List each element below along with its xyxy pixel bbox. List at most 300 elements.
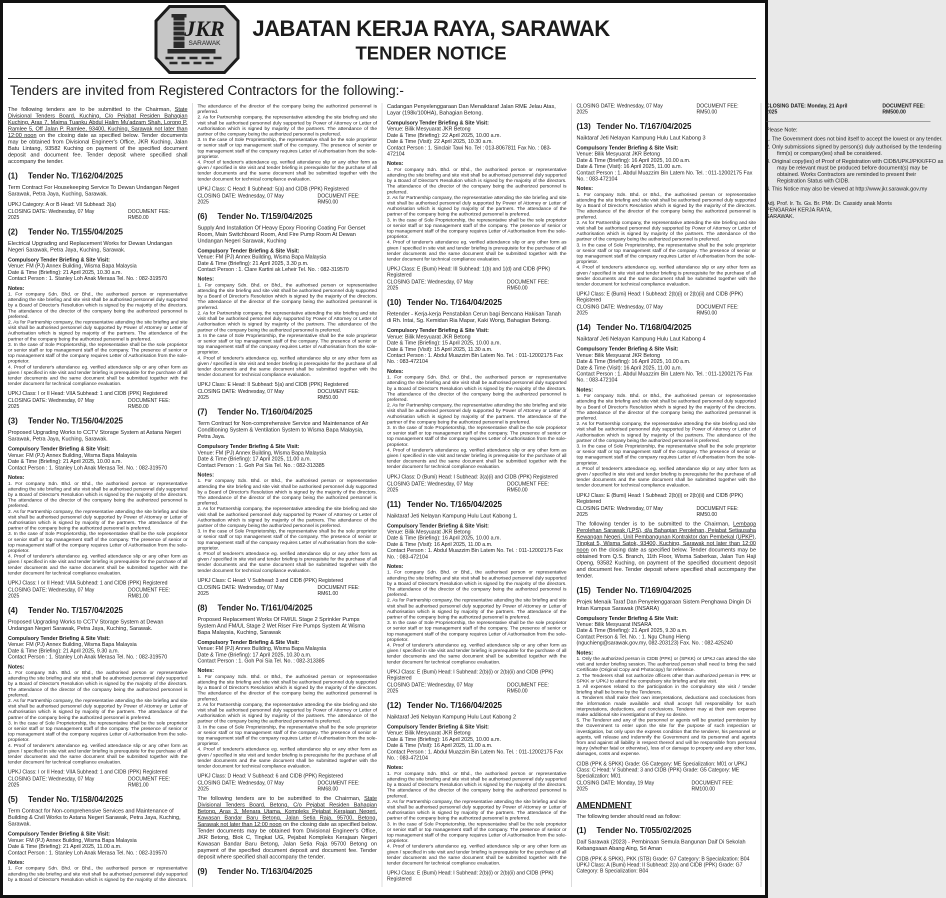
qualification-line: UPKJ Class: I or II Head: VIIA Subhead: 1 and CIDB (PPK) Registered	[8, 580, 168, 586]
document-fee: DOCUMENT FEE: RM68.00	[317, 780, 360, 793]
qualification-line: UPKJ Class: D (Bumi) Head: I Subhead: 3(a)(i) and CIDB (PPK) Registered	[387, 474, 558, 480]
note-line: 3. In the case of Sole Proprietorship, the representative shall be the sole proprietor or senior staff or top management staff of the company. The presence of senior or top management staff of the company requires Letter of Authorisation from the sole-proprietor.	[576, 242, 756, 265]
tender-item	[8, 228, 188, 410]
note-line: 2. As for Partnership company, the representative attending the site briefing and site visit shall be authorised personnel duly supported by Power of Attorney or Letter of Authorisation which is signed by majority of the partners. The attendance of the partner of the company being the authorized personnel is preferred.	[197, 310, 377, 333]
tender-item	[387, 299, 567, 494]
note-line: 1. For company Sdn. Bhd. or Bhd., the authorised person or representative attending the site briefing and site visit shall be authorised personnel duly supported by a Board of Director's Resolution which is signed by the majority of the directors. The attendance of the director of the company being the authorized personnel is preferred.	[387, 166, 567, 195]
briefing-line: Contact Person : 1. Stanley Loh Anak Merasa Tel. No. : 082-319570	[8, 654, 168, 661]
closing-date: CLOSING DATE: Wednesday, 07 May 2025	[576, 505, 663, 518]
closing-date: CLOSING DATE: Monday, 19 May 2025	[576, 780, 655, 792]
divider-line	[766, 122, 931, 123]
intro-text-rest: on the closing date as specified below. Tender documents may be obtained from Divisional Engineer's Office, JKR Betong, Blok C, Tingkat UG, Pejabat Kompleks Kerajaan Negeri Kawasan Bandar Baru Betong, Jalan Setia Raja 95700 Betong on payment of the specified document deposit and document fee. Tender deposit where specified shall accompany the tender.	[197, 821, 377, 861]
note-line: 1. For company Sdn. Bhd. or Bhd., the authorised person or representative attending the site briefing and site visit shall be authorised personnel duly supported by a Board of Director's Resolution which is signed by the majority of the directors. The attendance of the director of the company being the authorized personnel is preferred.	[387, 374, 567, 403]
briefing-heading: Compulsory Tender Briefing & Site Visit:	[197, 247, 300, 254]
intro-text: The following tenders are to be submitted to the Chairman,	[8, 106, 175, 113]
closing-date: CLOSING DATE: Wednesday, 07 May 2025	[387, 279, 474, 292]
qualification-line: UPKJ Class: C Head: II Subhead: 5(a) and CIDB (PPK) Registered	[197, 186, 349, 192]
briefing-heading: Compulsory Tender Briefing & Site Visit:	[197, 639, 300, 646]
briefing-line: Contact Person : 1. Goh Poi Sia Tel. No. : 082-313385	[197, 462, 325, 469]
tender-number: Tender No. T/166/04/2025	[407, 701, 503, 710]
note-line: 3. In the case of Sole Proprietorship, the representative shall be the sole proprietor or senior staff or top management staff of the company. The presence of senior or top management staff of the company requires Letter of Authorisation from the sole-proprietor.	[387, 620, 567, 643]
document-fee: DOCUMENT FEE: RM50.00	[696, 304, 739, 317]
closing-line	[766, 104, 946, 116]
logo-jkr-text: JKR	[184, 15, 225, 41]
notes-heading: Notes:	[197, 667, 214, 674]
tender-index: (9)	[197, 867, 208, 877]
note-line: 1. For company Sdn. Bhd. or Bhd., the authorised person or representative attending the site briefing and site visit shall be authorised personnel duly supported by a Board of Director's Resolution which is signed by the majority of the directors. The attendance of the director of the company being the authorized personnel is preferred.	[387, 569, 567, 598]
tender-columns	[8, 102, 944, 887]
briefing-line: Contact Person : 1. Abdul Muazzim Bin Latem No. Tel. : 011-12002175 Fax No. : 083-472104	[576, 370, 753, 384]
document-fee: DOCUMENT FEE: RM50.00	[506, 481, 550, 493]
qualification-line: UPKJ Class: E Head: II Subhead: 5(a) and CIDB (PPK) Registered	[197, 382, 349, 388]
briefing-line: Date & Time (Briefing): 22 April 2025, 10.00 a.m.	[387, 132, 501, 139]
tender-heading	[8, 606, 188, 615]
tender-description: Electrical Upgrading and Replacement Works for Dewan Undangan Negeri Sarawak, Petra Jaya, Kuching, Sarawak.	[8, 240, 173, 253]
closing-date: CLOSING DATE: Wednesday, 07 May 2025	[197, 193, 284, 205]
tender-heading	[198, 408, 378, 417]
briefing-heading: Compulsory Tender Briefing & Site Visit:	[387, 327, 489, 334]
qualification-line: UPKJ Category: A or B Head: VII Subhead: 3(a)	[8, 202, 116, 208]
note-line: 4. Proof of tenderer's attendance eg. verified attendance slip or any other form as given / specified in site visit and tender briefing is prerequisite for the purchase of all tender documents and the same document shall be submitted together with the tender document for technical compliance evaluation.	[387, 239, 567, 263]
closing-date: CLOSING DATE: Wednesday, 07 May 2025	[576, 103, 663, 115]
closing-line	[387, 280, 567, 292]
notes-heading: Notes:	[387, 764, 404, 771]
note-line: 3. In the case of Sole Proprietorship, the representative shall be the sole proprietor or senior staff or top management staff of the company. The presence of senior or top management staff of the company requires Letter of Authorisation from the sole-proprietor.	[576, 443, 756, 466]
briefing-line: Venue: FM (PJ) Annex Building, Wisma Bapa Malaysia	[8, 641, 137, 648]
note-line: 3. In the case of Sole Proprietorship, the representative shall be the sole proprietor or senior staff or top management staff of the company. The presence of senior or top management staff of the company requires Letter of Authorisation from the sole-proprietor.	[197, 332, 377, 356]
tender-item	[8, 417, 188, 599]
briefing-line: Venue: FM (PJ) Annex Building, Wisma Bapa Malaysia	[197, 645, 327, 652]
note-line: 1. For company Sdn. Bhd. or Bhd., the authorised person or representative attending the site briefing and site visit shall be authorised personnel duly supported by a Board of Director's Resolution which is signed by the majority of the directors. The attendance of the director of the company being the authorized personnel is preferred.	[197, 673, 377, 702]
briefing-line: Date & Time (Briefing): 16 April 2025, 10.00 a.m.	[387, 535, 501, 542]
tender-heading	[198, 604, 378, 613]
briefing-line: Contact Person & Tel. No. : 1. Ngu Chung Hieng (nguchieng@sarawak.gov.my, 082-203123) Fax. No. : 082-425240	[576, 633, 733, 647]
note-line: 3. In the case of Sole Proprietorship, the representative shall be the sole proprietor or senior staff or top management staff of the company. The presence of senior or top management staff of the company requires Letter of Authorisation from the sole-proprietor.	[8, 341, 188, 365]
note-line: 2. As for Partnership company, the representative attending the site briefing and site visit shall be authorised personnel duly supported by Power of Attorney or Letter of Authorisation which is signed by majority of the partners. The attendance of the partner of the company being the authorized personnel is preferred.	[576, 219, 756, 243]
header-titles	[252, 17, 609, 64]
note-line: 4. Proof of tenderer's attendance eg. verified attendance slip or any other form as given / specified in site visit and tender briefing is prerequisite for the purchase of all tender documents and the same document shall be submitted together with the tender document for technical compliance evaluation.	[387, 843, 567, 866]
tender-index: (3)	[8, 417, 18, 426]
briefing-line: Venue: Bilik Mesyuarat INSARA	[576, 621, 652, 628]
document-fee: DOCUMENT FEE: RM50.00	[317, 193, 360, 205]
briefing-line: Contact Person : 1. Abdul Muazzim Bin Latem No. Tel. : 011-12002175 Fax No. : 083-472104	[387, 547, 563, 560]
briefing-line: Venue: FM (PJ) Annex Building, Wisma Bapa Malaysia	[8, 837, 137, 844]
tender-heading	[198, 212, 378, 221]
briefing-line: Date & Time (Briefing): 16 April 2025, 10.00 a.m.	[576, 157, 691, 164]
closing-date: CLOSING DATE: Wednesday, 07 May 2025	[387, 682, 474, 694]
briefing-line: Date & Time (Visit): 22 April 2025, 10.30 a.m.	[387, 138, 493, 145]
briefing-heading: Compulsory Tender Briefing & Site Visit:	[387, 522, 489, 529]
intro-address: State Divisional Tenders Board, Kuching, C/o Pejabat Residen Bahagian Kuching, Aras 7, Majma Tuanku Abdul Halim Mu'adzam Shah, Lorong P. Ramlee 5, Off Jalan P. Ramlee, 93400, Kuching, Sarawak not later than 12:00 noon	[8, 106, 188, 139]
document-fee: DOCUMENT FEE: RM500.00	[882, 103, 925, 115]
tender-number: Tender No. T/055/02/2025	[596, 826, 692, 835]
tender-number: Tender No. T/165/04/2025	[407, 500, 503, 509]
note-line: 1. For company Sdn. Bhd. or Bhd., the authorised person or representative attending the site briefing and site visit shall be authorised personnel duly supported by a Board of Director's Resolution which is signed by the majority of the directors. The attendance of the director of the company being the authorized personnel is preferred.	[197, 282, 377, 311]
tender-index: (15)	[576, 586, 591, 595]
jkr-logo-badge-icon	[154, 5, 239, 74]
note-line: 1. For company Sdn. Bhd. or Bhd., the authorised person or representative attending the site briefing and site visit shall be authorised personnel duly supported by a Board of Director's Resolution which is signed by the majority of the directors. The attendance of the director of the company being the authorized personnel is preferred.	[387, 770, 567, 799]
tender-heading	[387, 299, 567, 308]
briefing-line: Contact Person : 1. Stanley Loh Anak Merasa Tel. No. : 082-319570	[8, 275, 168, 282]
note-line: 3. In the case of Sole Proprietorship, the representative shall be the sole proprietor or senior staff or top management staff of the company. The presence of senior or top management staff of the company requires Letter of Authorisation from the sole-proprietor.	[387, 821, 567, 844]
briefing-line: Venue: FM (PJ) Annex Building, Wisma Bapa Malaysia	[8, 263, 137, 270]
please-note-item: 4. This Notice may also be viewed at http://www.jkr.sarawak.gov.my	[766, 186, 928, 192]
note-line: 4. Proof of tenderer's attendance eg. verified attendance slip or any other form as given / specified in site visit and tender briefing is prerequisite for the purchase of all tender documents and the same document shall be submitted together with the tender document for technical compliance evaluation.	[197, 551, 377, 574]
jkr-logo	[154, 5, 239, 77]
intro-address: Lembaga Perolehan Sarawak (LPS), d/a Bahagian Perolehan, Pejabat Setiausaha Kewangan Negeri, Unit Pembangunan Kontraktor dan Pembekal (UPKP), Tingkat 5, Wisma Satok, 93400, Kuching, Sarawak not later than 12:00 noon	[576, 520, 756, 553]
tender-number: Tender No. T/168/04/2025	[596, 323, 692, 333]
tender-description: Proposed Replacement Works Of FM/UL Stage 2 Sprinkler Pumps System And FM/UL Stage 2 Wet Riser Fire Pumps System At Wisma Bapa Malaysia, Kuching, Sarawak	[197, 616, 365, 636]
tender-index: (6)	[197, 212, 208, 221]
qualification-line: UPKJ Class: I or II Head: VIIA Subhead: 1 and CIDB (PPK) Registered	[8, 769, 168, 776]
briefing-line: Venue: Bilik Mesyuarat JKR Betong	[387, 126, 471, 133]
tender-item	[198, 212, 378, 401]
invitation-line: Tenders are invited from Registered Contractors for the following:-	[10, 83, 404, 98]
closing-line	[577, 104, 757, 116]
note-line: 1. Only the authorized person in CIDB (PPK) or (SPKK) or UPKJ can attend the site visit and tender briefing session. The authorized person shall need to bring the said Certificate (Original Copy and Photocopy) for reference.	[576, 656, 756, 673]
tender-number: Tender No. T/159/04/2025	[217, 212, 313, 221]
qualification-line: UPKJ Class: I or II Head: VIIA Subhead: 1 and CIDB (PPK) Registered	[8, 391, 168, 397]
document-fee: DOCUMENT FEE: RM50.00	[696, 103, 739, 115]
briefing-heading: Compulsory Tender Briefing & Site Visit:	[8, 257, 110, 263]
tender-description: Term Contract for Non-comprehensive Services and Maintenance of Building & Civil Works to Astana Negeri Sarawak, Petra Jaya, Kuching, Sarawak.	[8, 808, 181, 828]
briefing-line: Date & Time (Briefing): 15 April 2025, 10.00 a.m.	[387, 340, 501, 347]
note-line: 4. Proof of tenderer's attendance eg. verified attendance slip or any other form as given / specified in site visit and tender briefing is prerequisite for the purchase of all tender documents and the same document shall be submitted together with the tender document for technical compliance evaluation.	[576, 264, 756, 288]
closing-line	[198, 585, 378, 597]
briefing-heading: Compulsory Tender Briefing & Site Visit:	[387, 120, 489, 126]
note-line: 2. As for Partnership company, the representative attending the site briefing and site visit shall be authorised personnel duly supported by Power of Attorney or Letter of Authorisation which is signed by majority of the partners. The attendance of the partner of the company being the authorized personnel is preferred.	[8, 508, 188, 532]
note-line: 2. The Tenderers shall not authorize officers other than authorized person in PPK or SPKK or UPKJ to attend the compulsory site briefing and site visit.	[576, 672, 756, 684]
note-line: 4. Proof of tenderer's attendance eg. verified attendance slip or any other form as given / specified in site visit and tender briefing is prerequisite for the purchase of all tender documents and the same document shall be submitted together with the tender document for technical compliance evaluation.	[8, 364, 188, 387]
closing-line	[198, 193, 378, 205]
closing-date: CLOSING DATE: Wednesday, 07 May 2025	[387, 481, 474, 493]
tender-description: Cadangan Penyelenggaraan Dan Menaiktaraf Jalan RME Jelau Atas, Layar (198k/100HA), Bahagian Betong.	[387, 103, 556, 116]
page-scaler	[3, 3, 944, 895]
briefing-line: Contact Person : 1. Abdul Muazzim Bin Latem No. Tel. : 011-12002175 Fax No. : 083-472104	[576, 169, 753, 183]
briefing-heading: Compulsory Tender Briefing & Site Visit:	[576, 145, 679, 151]
briefing-heading: Compulsory Tender Briefing & Site Visit:	[8, 635, 110, 642]
note-line: 4. Proof of tenderer's attendance eg. verified attendance slip or any other form as given / specified in site visit and tender briefing is prerequisite for the purchase of all tender documents and the same document shall be submitted together with the tender document for technical compliance evaluation.	[576, 465, 756, 489]
closing-date: CLOSING DATE: Wednesday, 07 May 2025	[8, 209, 95, 221]
tender-description: Naiktaraf Jeti Nelayan Kampung Hulu Laut Kabong 1.	[387, 512, 518, 519]
briefing-line: Venue: FM (PJ) Annex Building, Wisma Bapa Malaysia	[8, 452, 137, 459]
agency-title: JABATAN KERJA RAYA, SARAWAK	[252, 16, 610, 41]
tender-item	[8, 606, 188, 788]
tender-number: Tender No. T/158/04/2025	[28, 795, 124, 805]
header	[8, 3, 756, 79]
tender-heading	[577, 586, 757, 595]
tender-index: (8)	[197, 603, 208, 613]
note-line: 3. In the case of Sole Proprietorship, the representative shall be the sole proprietor or senior staff or top management staff of the company. The presence of senior or top management staff of the company requires Letter of Authorisation from the sole-proprietor.	[387, 424, 567, 448]
tender-heading	[577, 123, 757, 132]
notes-heading: Notes:	[197, 276, 214, 283]
briefing-line: Date & Time (Briefing): 21 April 2025, 11.00 a.m.	[8, 843, 122, 850]
closing-line	[8, 209, 188, 221]
briefing-line: Date & Time (Briefing): 21 April 2025, 9.30 a.m.	[8, 647, 119, 654]
closing-date: CLOSING DATE: Wednesday, 07 May 2025	[8, 398, 95, 410]
notes-heading: Notes:	[576, 386, 593, 393]
document-fee: DOCUMENT FEE: RM50.00	[317, 389, 360, 401]
note-line: 4. Proof of tenderer's attendance eg. verified attendance slip or any other form as given / specified in site visit and tender briefing is prerequisite for the purchase of all tender documents and the same document shall be submitted together with the tender document for technical compliance evaluation.	[387, 447, 567, 470]
briefing-line: Date & Time (Visit): 16 April 2025, 11.00 a.m.	[576, 163, 682, 170]
tender-number: Tender No. T/157/04/2025	[28, 606, 124, 615]
briefing-line: Date & Time (Briefing): 16 April 2025, 10.00 a.m.	[576, 358, 691, 365]
please-note-item: 1. The Government does not bind itself to accept the lowest or any tender.	[766, 136, 943, 142]
note-line: 3. In the case of Sole Proprietorship, the representative shall be the sole proprietor or senior staff or top management staff of the company. The presence of senior or top management staff of the company requires Letter of Authorisation from the sole-proprietor.	[197, 137, 377, 160]
briefing-line: Contact Person : 1. Sinclair Tawi No. Tel : 013-8067811 Fax No. : 083-472104	[387, 144, 552, 158]
intro-text: The following tender is to be submitted to the Chairman,	[576, 520, 734, 527]
tender-item	[8, 172, 188, 221]
tender-index: (12)	[387, 701, 402, 710]
tender-item	[198, 604, 378, 793]
briefing-line: Date & Time (Visit): 16 April 2025, 11.00 a.m.	[576, 364, 682, 371]
note-line: 4. Tenderers shall make their own interpretations, deductions and conclusions from the information made available and shall accept full responsibility for such interpretations, deductions, and conclusions. Tenderer may at their own expense make additional site investigations of they so desire.	[576, 695, 756, 718]
closing-line	[198, 781, 378, 793]
section-intro	[8, 107, 188, 166]
note-line: 2. As for Partnership company, the representative attending the site briefing and site visit shall be authorised personnel duly supported by Power of Attorney or Letter of Authorisation which is signed by majority of the partners. The attendance of the partner of the company being the authorized personnel is preferred.	[387, 798, 567, 822]
note-line: 1. For company Sdn. Bhd. or Bhd., the authorised person or representative attending the site briefing and site visit shall be authorised personnel duly supported by a Board of Director's Resolution which is signed by the majority of the directors. The attendance of the director of the company being the authorized personnel is preferred.	[8, 670, 188, 698]
briefing-line: Date & Time (Briefing): 16 April 2025, 10.00 a.m.	[387, 736, 501, 743]
qualification-line: UPKJ Class: E (Bumi) Head: I Subhead: 2(b)(i) or 2(b)(ii) and CIDB (PPK) Registered	[387, 870, 554, 883]
signatory-title: PENGARAH KERJA RAYA,	[766, 207, 832, 213]
briefing-line: Date & Time (Briefing): 17 April 2025, 11.00 a.m.	[197, 456, 312, 463]
note-line: 2. As for Partnership company, the representative attending the site briefing and site visit shall be authorised personnel duly supported by Power of Attorney or Letter of Authorisation which is signed by majority of the partners. The attendance of the partner of the company being the authorized personnel is preferred.	[197, 701, 377, 725]
tender-item	[387, 500, 567, 694]
tender-number: Tender No. T/169/04/2025	[596, 586, 692, 595]
tender-heading	[8, 417, 188, 426]
tender-number: Tender No. T/155/04/2025	[28, 228, 124, 237]
tender-index: (7)	[197, 408, 208, 417]
briefing-line: Date & Time (Briefing): 21 April 2025, 10.00 a.m.	[8, 458, 122, 465]
note-line: 4. Proof of tenderer's attendance eg. verified attendance slip or any other form as given / specified in site visit and tender briefing is prerequisite for the purchase of all tender documents and the same document shall be submitted together with the tender document for technical compliance evaluation.	[8, 742, 188, 766]
briefing-line: Contact Person : 1. Abdul Muazzim Bin Latem No. Tel. : 011-12002175 Fax No. : 083-472104	[387, 748, 563, 761]
briefing-line: Venue: FM (PJ) Annex Building, Wisma Bapa Malaysia	[197, 254, 327, 261]
notes-heading: Notes:	[576, 185, 593, 192]
tender-heading	[8, 228, 188, 237]
tender-description: Projek Menaik Taraf Dan Penyelenggaraan Sistem Penghawa Dingin Di Intan Kampus Sarawak (INSARA)	[576, 598, 751, 612]
notes-heading: Notes:	[387, 563, 404, 570]
tender-index: (1)	[576, 826, 587, 835]
note-line: 3. In the case of Sole Proprietorship, the representative shall be the sole proprietor or senior staff or top management staff of the company. The presence of senior or top management staff of the company requires Letter of Authorisation from the sole-proprietor.	[197, 724, 377, 747]
briefing-line: Venue: Bilik Mesyuarat JKR Betong	[576, 151, 661, 158]
notes-heading: Notes:	[197, 471, 214, 478]
document-fee: DOCUMENT FEE: RM50.00	[127, 398, 171, 410]
qualification-line: UPKJ Class: E (Bumi) Head: I Subhead: 2(b)(i) or 2(b)(ii) and CIDB (PPK) Registered	[576, 492, 743, 505]
tender-heading	[387, 701, 567, 710]
tender-description: Proposed Upgrading Works to CCTV Storage System at Astana Negeri Sarawak, Petra Jaya, Kuching, Sarawak.	[8, 429, 181, 443]
tender-index: (10)	[387, 298, 402, 308]
note-line: 2. As for Partnership company, the representative attending the site briefing and site visit shall be authorised personnel duly supported by Power of Attorney or Letter of Authorisation which is signed by majority of the partners. The attendance of the partner of the company being the authorized personnel is preferred.	[387, 194, 567, 218]
notes-heading: Notes:	[8, 285, 25, 292]
closing-line	[387, 481, 567, 493]
briefing-line: Contact Person : 1. Clare Kartini ak Leheir Tel. No. : 082-319570	[197, 266, 349, 273]
tender-number: Tender No. T/160/04/2025	[217, 408, 313, 417]
tender-heading	[198, 868, 378, 877]
document-fee: DOCUMENT FEE: RM81.00	[127, 776, 171, 789]
note-line: 3. In the case of Sole Proprietorship, the representative shall be the sole proprietor or senior staff or top management staff of the company. The presence of senior or top management staff of the company requires Letter of Authorisation from the sole-proprietor.	[8, 531, 188, 554]
tender-heading	[577, 324, 757, 333]
tender-heading	[8, 172, 188, 181]
closing-date: CLOSING DATE: Wednesday, 07 May 2025	[8, 776, 95, 789]
briefing-heading: Compulsory Tender Briefing & Site Visit:	[197, 443, 300, 450]
tender-description: Naiktaraf Jeti Nelayan Kampung Hulu Laut Kabong 3	[576, 135, 706, 141]
briefing-line: Venue: Bilik Mesyuarat JKR Betong	[576, 352, 661, 359]
intro-text-rest: on the closing date as specified below. Tender documents may be obtained from Divisional Engineer's Office, JKR Kuching, Jalan Batu Lintang, 93582 Kuching on payment of the specified document deposit and document fee. Tender deposit where specified shall accompany the tender.	[8, 132, 188, 165]
tender-index: (11)	[387, 500, 401, 509]
note-line: 1. For company Sdn. Bhd. or Bhd., the authorised person or representative attending the site briefing and site visit shall be authorised personnel duly supported by a Board of Director's Resolution which is signed by the majority of the directors. The attendance of the director of the company being the authorized personnel is preferred.	[576, 393, 756, 421]
tender-number: Tender No. T/162/04/2025	[28, 172, 124, 181]
briefing-heading: Compulsory Tender Briefing & Site Visit:	[387, 723, 489, 730]
please-note-item: 3. Original copy(ies) of Proof of Registration with CIDB/UPKJ/PKK/FFO as may be relevant must be produced before document(s) may be obtained. Works Contractors are reminded to present their Registration Status with CIDB.	[766, 158, 944, 184]
document-fee: DOCUMENT FEE: RM50.00	[696, 505, 739, 518]
document-fee: DOCUMENT FEE: RM50.00	[506, 279, 550, 292]
closing-line	[8, 587, 188, 599]
tender-description: Naiktaraf Jeti Nelayan Kampung Hulu Laut Kabong 4	[576, 336, 706, 343]
document-fee: DOCUMENT FEE: RM61.00	[317, 584, 360, 597]
tender-description: Supply And Installation Of Heavy Epoxy Flooring Coating For Genset Room, Main Switchboard Room, And Fire Pump Room At Dewan Undangan Negeri Sarawak, Kuching	[197, 224, 366, 244]
tender-number: Tender No. T/164/04/2025	[407, 298, 503, 308]
note-line: 3. In the case of Sole Proprietorship, the representative shall be the sole proprietor or senior staff or top management staff of the company. The presence of senior or top management staff of the company requires Letter of Authorisation from the sole-proprietor.	[387, 217, 567, 240]
closing-line	[8, 398, 188, 410]
closing-date: CLOSING DATE: Monday, 21 April 2025	[766, 103, 848, 115]
signatory-org: SARAWAK.	[766, 213, 795, 220]
closing-line	[577, 780, 757, 792]
briefing-line: Venue: FM (PJ) Annex Building, Wisma Bapa Malaysia	[197, 449, 327, 456]
tender-number: Tender No. T/161/04/2025	[217, 603, 313, 613]
note-line: 3. All expenses related to the participation in the compulsory site visit / tender briefing shall be borne by the Tenderers.	[576, 684, 756, 696]
note-line: 4. Proof of tenderer's attendance eg. verified attendance slip or any other form as given / specified in site visit and tender briefing is prerequisite for the purchase of all tender documents and the same document shall be submitted together with the tender document for technical compliance evaluation.	[387, 642, 567, 665]
briefing-line: Contact Person : 1. Stanley Loh Anak Merasa Tel. No. : 082-319570	[8, 849, 168, 856]
closing-line	[8, 777, 188, 789]
notes-heading: Notes:	[8, 474, 25, 481]
section-intro	[577, 521, 757, 580]
notes-heading: Notes:	[8, 859, 25, 866]
tender-heading	[8, 796, 188, 805]
tender-index: (14)	[576, 323, 591, 333]
note-line: 3. In the case of Sole Proprietorship, the representative shall be the sole proprietor or senior staff or top management staff of the company. The presence of senior or top management staff of the company requires Letter of Authorisation from the sole-proprietor.	[8, 720, 188, 743]
notes-heading: Notes:	[576, 649, 593, 656]
briefing-heading: Compulsory Tender Briefing & Site Visit:	[8, 446, 110, 453]
qualification-line: UPKJ Class: C Head: V Subhead: 3 and CIDB (PPK) Registered	[197, 577, 344, 584]
tender-description: Retender - Kerja-kerja Penstabilan Cerun bagi Bencana Hakisan Tanah di Rh. Intai, Sg. Kemidan Ria Mapar, Kaki Wong, Bahagian Betong.	[387, 311, 561, 324]
briefing-line: Contact Person : 1. Stanley Loh Anak Merasa Tel. No. : 082-319570	[8, 464, 168, 471]
briefing-line: Contact Person : 1. Abdul Muazzim Bin Latem No. Tel. : 011-12002175 Fax No. : 083-472104	[387, 352, 563, 365]
document-fee: DOCUMENT FEE: RM81.00	[127, 587, 171, 599]
notes-heading: Notes:	[387, 160, 404, 167]
tender-description: Daif Sarawak (2023) - Pembinaan Semula Bangunan Daif Di Sekolah Kebangsaan Abang Aing, Sri Aman	[576, 838, 746, 852]
note-line: 4. Proof of tenderer's attendance eg. verified attendance slip or any other form as given / specified in site visit and tender briefing is prerequisite for the purchase of all tender documents and the same document shall be submitted together with the tender document for technical compliance evaluation.	[197, 355, 377, 378]
briefing-line: Date & Time (Visit): 16 April 2025, 11.00 a.m.	[387, 541, 493, 548]
qualification-line: UPKJ Class: D Head: V Subhead: 6 and CIDB (PPK) Registered	[197, 773, 344, 780]
briefing-line: Date & Time (Briefing): 21 April 2025, 9.30 a.m.	[576, 627, 688, 634]
note-line: 4. Proof of tenderer's attendance eg. verified attendance slip or any other form as given / specified in site visit and tender briefing is prerequisite for the purchase of all tender documents and the same document shall be submitted together with the tender document for technical compliance evaluation.	[197, 159, 377, 182]
notice-title: TENDER NOTICE	[355, 43, 507, 64]
tender-index: (5)	[8, 795, 18, 805]
closing-line	[577, 506, 757, 518]
briefing-line: Venue: Bilik Mesyuarat JKR Betong	[387, 333, 471, 340]
note-line: 2. As for Partnership company, the representative attending the site briefing and site visit shall be authorised personnel duly supported by Power of Attorney or Letter of Authorisation which is signed by majority of the partners. The attendance of the partner of the company being the authorized personnel is preferred.	[387, 402, 567, 425]
note-line: 2. As for Partnership company, the representative attending the site briefing and site visit shall be authorised personnel duly supported by Power of Attorney or Letter of Authorisation which is signed by majority of the partners. The attendance of the partner of the company being the authorized personnel is preferred.	[8, 698, 188, 721]
intro-text-rest: on the closing date as specified below. Tender documents may be obtained from Q.S. Branch, 11th Floor, Wisma Saberkas, Jalan Tun Haji Openg, 93582 Kuching, on payment of the specified document deposit and document fee. Tender deposit where specified shall accompany the tender.	[576, 546, 756, 579]
document-fee: DOCUMENT FEE: RM50.00	[506, 682, 550, 694]
logo-sarawak-text: SARAWAK	[188, 39, 221, 47]
tender-item	[577, 324, 757, 518]
tender-heading	[387, 500, 567, 509]
note-line: 4. Proof of tenderer's attendance eg. verified attendance slip or any other form as given / specified in site visit and tender briefing is prerequisite for the purchase of all tender documents and the same document shall be submitted together with the tender document for technical compliance evaluation.	[197, 746, 377, 770]
qualification-line: UPKJ Class: E (Bumi) Head: I Subhead: 2(b)(i) or 2(b)(ii) and CIDB (PPK) Registered	[387, 669, 554, 681]
notes-heading: Notes:	[387, 368, 404, 375]
tender-heading	[577, 826, 757, 835]
closing-date: CLOSING DATE: Wednesday, 07 May 2025	[197, 780, 284, 793]
note-line: 1. For company Sdn. Bhd. or Bhd., the authorised person or representative attending the site briefing and site visit shall be authorised personnel duly supported by a Board of Director's Resolution which is signed by the majority of the directors. The attendance of the director of the company being the authorized personnel is preferred.	[8, 103, 377, 883]
note-line: 1. For company Sdn. Bhd. or Bhd., the authorised person or representative attending the site briefing and site visit shall be authorised personnel duly supported by a Board of Director's Resolution which is signed by the majority of the directors. The attendance of the director of the company being the authorized personnel is preferred.	[8, 480, 188, 509]
please-note-item: 2. Only submissions signed by person(s) duly authorised by the tendering firm(s) or company(ies) shall be considered.	[766, 144, 942, 157]
note-line: 2. As for Partnership company, the representative attending the site briefing and site visit shall be authorised personnel duly supported by Power of Attorney or Letter of Authorisation which is signed by majority of the partners. The attendance of the partner of the company being the authorized personnel is preferred.	[197, 114, 377, 138]
section-intro	[198, 796, 378, 861]
tender-index: (13)	[576, 122, 591, 131]
intro-address: State Divisional Tenders Board, Betong, C/o Pejabat Residen Bahagian Betong, Aras 3, Menara Utama, Kompleks Pejabat Kerajaan Negeri, Kawasan Bandar Baru Betong, Jalan Setia Raja, 95700, Betong, Sarawak not later than 12:00 noon	[197, 795, 377, 828]
document-fee: DOCUMENT FEE: RM100.00	[691, 780, 734, 792]
briefing-heading: Compulsory Tender Briefing & Site Visit:	[576, 615, 679, 622]
briefing-line: Venue: Bilik Mesyuarat JKR Betong	[387, 730, 471, 737]
briefing-line: Venue: Bilik Mesyuarat JKR Betong	[387, 529, 471, 535]
tender-item	[577, 586, 757, 792]
qualification-line: UPKJ Class: E (Bumi) Head: I Subhead: 2(b)(i) or 2(b)(ii) and CIDB (PPK) Registered	[576, 291, 743, 304]
tender-index: (1)	[8, 172, 18, 181]
signatory-name: Adj. Prof. Ir. Ts. Gs. Br. PMr. Dr. Cassidy anak Morris	[766, 200, 892, 207]
briefing-heading: Compulsory Tender Briefing & Site Visit:	[8, 831, 110, 838]
tender-description: Term Contract for Non-comprehensive Service and Maintenance of Air Conditioning System & Ventilation System to Wisma Bapa Malaysia, Petra Jaya.	[197, 420, 369, 440]
tender-item	[198, 408, 378, 597]
qualification-line: UPKJ Class: E (Bumi) Head: III Subhead: 1(b) and 1(d) and CIDB (PPK) Registered	[387, 266, 551, 279]
intro-text: The following tenders are to be submitted to the Chairman,	[197, 795, 365, 802]
briefing-line: Date & Time (Briefing): 21 April 2025, 3.30 p.m.	[197, 260, 309, 267]
closing-date: CLOSING DATE: Wednesday, 07 May 2025	[8, 587, 95, 599]
note-line: 2. As for Partnership company, the representative attending the site briefing and site visit shall be authorised personnel duly supported by Power of Attorney or Letter of Authorisation which is signed by majority of the partners. The attendance of the partner of the company being the authorized personnel is preferred.	[197, 506, 377, 529]
note-line: 1. For company Sdn. Bhd. or Bhd., the authorised person or representative attending the site briefing and site visit shall be authorised personnel duly supported by a Board of Director's Resolution which is signed by the majority of the directors. The attendance of the director of the company being the authorized personnel is preferred.	[197, 478, 377, 507]
note-line: 2. As for Partnership company, the representative attending the site briefing and site visit shall be authorised personnel duly supported by Power of Attorney or Letter of Authorisation which is signed by majority of the partners. The attendance of the partner of the company being the authorized personnel is preferred.	[576, 421, 756, 444]
briefing-line: Date & Time (Briefing): 17 April 2025, 10.30 a.m.	[197, 651, 312, 658]
note-line: 3. In the case of Sole Proprietorship, the representative shall be the sole proprietor or senior staff or top management staff of the company. The presence of senior or top management staff of the company requires Letter of Authorisation from the sole-proprietor.	[197, 528, 377, 551]
tender-description: Proposed Upgrading Works to CCTV Storage System at Dewan Undangan Negeri Sarawak, Petra Jaya, Kuching, Sarawak.	[8, 618, 164, 632]
closing-date: CLOSING DATE: Wednesday, 07 May 2025	[197, 389, 284, 401]
tender-index: (4)	[8, 606, 18, 615]
briefing-line: Date & Time (Briefing): 21 April 2025, 10.30 a.m.	[8, 269, 122, 276]
tender-number: Tender No. T/156/04/2025	[28, 417, 124, 426]
tender-item	[577, 123, 757, 317]
tender-number: Tender No. T/167/04/2025	[596, 122, 692, 131]
tender-description: Naiktaraf Jeti Nelayan Kampung Hulu Laut Kabong 2	[387, 713, 517, 720]
amendment-intro: The following tender should read as follow:	[576, 813, 681, 820]
note-line: 2. As for Partnership company, the representative attending the site briefing and site visit shall be authorised personnel duly supported by Power of Attorney or Letter of Authorisation which is signed by majority of the partners. The attendance of the partner of the company being the authorized personnel is preferred.	[387, 597, 567, 621]
briefing-line: Date & Time (Visit): 15 April 2025, 11.30 a.m.	[387, 346, 493, 353]
closing-date: CLOSING DATE: Wednesday, 07 May 2025	[576, 304, 663, 317]
tender-number: Tender No. T/163/04/2025	[217, 867, 313, 877]
note-line: 4. Proof of tenderer's attendance eg. verified attendance slip or any other form as given / specified in site visit and tender briefing is prerequisite for the purchase of all tender documents and the same document shall be submitted together with the tender document for technical compliance evaluation.	[8, 553, 188, 576]
closing-line	[198, 389, 378, 401]
briefing-line: Contact Person : 1. Goh Poi Sia Tel. No. : 082-313385	[197, 658, 325, 665]
notes-heading: Notes:	[8, 663, 25, 670]
tender-index: (2)	[8, 228, 18, 237]
closing-line	[577, 305, 757, 317]
amendment-heading: AMENDMENT	[576, 800, 632, 810]
closing-date: CLOSING DATE: Wednesday, 07 May 2025	[197, 584, 284, 597]
closing-line	[387, 682, 567, 694]
briefing-line: Date & Time (Visit): 16 April 2025, 11.00 a.m.	[387, 742, 493, 749]
signature-block	[766, 201, 946, 221]
briefing-heading: Compulsory Tender Briefing & Site Visit:	[576, 346, 679, 353]
qualification-line: CIDB (PPK & SPKK), PKK (STB) Grade: G7 Category: B Specialization: B04 UPKJ Class: A (Bumi) Head: II Subhead: 2(a) and CIDB (PPK) Grade: G7 Category: B Specialization: B04	[576, 856, 750, 874]
